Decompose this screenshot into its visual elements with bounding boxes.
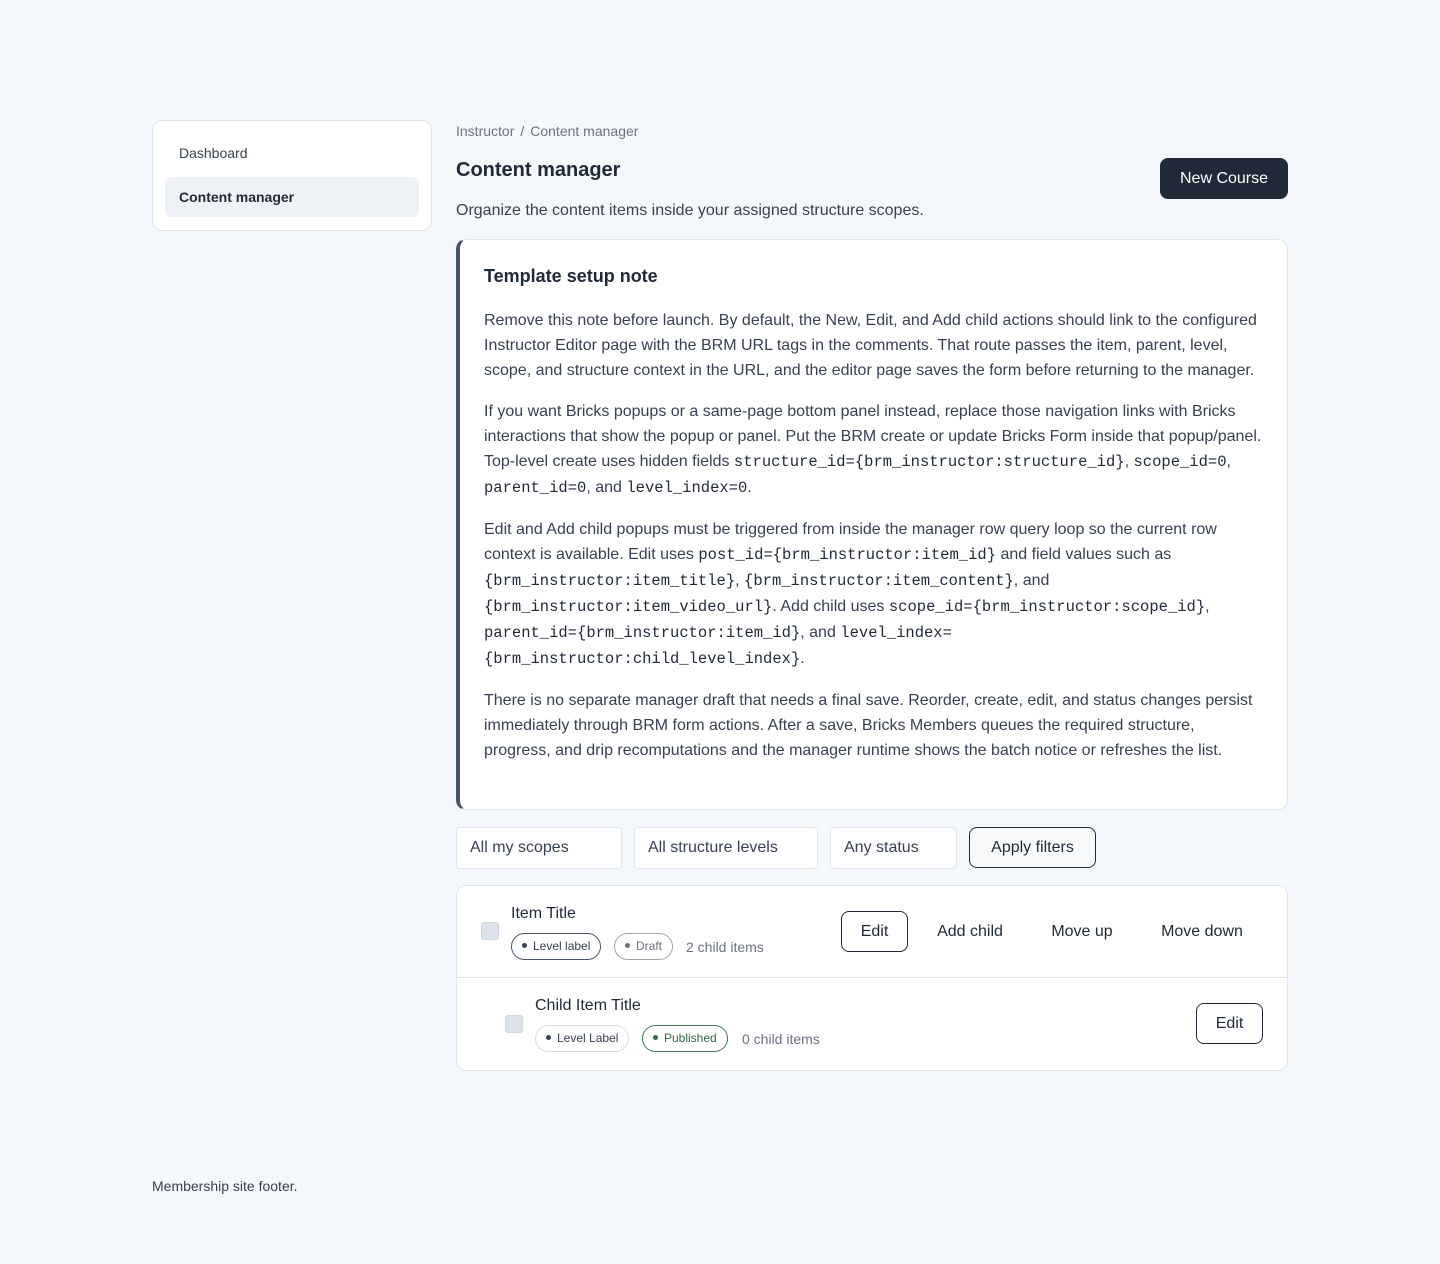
note-paragraph-3: Edit and Add child popups must be triggered from inside the manager row query loop so the current row context is available. Edit uses post_id={brm_instructor:item_id} and field values such as {brm_instructor:item_title}, {brm_instructor:item_content}, and {brm_instructor:item_video_url}. Add child uses scope_id={brm_instructor:scope_id}, parent_id={brm_instructor:item_id}, and level_index= {brm_instructor:child_level_index}. — [484, 521, 1217, 668]
sidebar-item-dashboard[interactable]: Dashboard — [179, 145, 248, 161]
add-child-button[interactable]: Add child — [925, 911, 1015, 952]
status-filter-select[interactable]: Any status — [830, 827, 957, 869]
status-badge: Draft — [614, 933, 673, 960]
breadcrumb-instructor[interactable]: Instructor — [456, 123, 515, 139]
list-item — [457, 978, 1287, 1070]
sidebar-item-content-manager[interactable]: Content manager — [165, 177, 419, 217]
child-count: 0 child items — [742, 1031, 820, 1047]
sidebar — [152, 120, 432, 231]
item-checkbox[interactable] — [505, 1015, 523, 1033]
child-count: 2 child items — [686, 939, 764, 955]
note-paragraph-1: Remove this note before launch. By default, the New, Edit, and Add child actions should link to the configured Instructor Editor page with the BRM URL tags in the comments. That route passes the item, parent, level, scope, and structure context in the URL, and the editor page saves the form before returning to the manager. — [484, 312, 1257, 379]
template-setup-note — [456, 239, 1288, 810]
site-footer: Membership site footer. — [152, 1178, 298, 1194]
edit-button[interactable]: Edit — [841, 911, 908, 952]
dot-icon — [522, 943, 527, 948]
item-checkbox[interactable] — [481, 922, 499, 940]
note-title: Template setup note — [484, 266, 658, 286]
status-badge: Published — [642, 1025, 728, 1052]
content-item-list — [456, 885, 1288, 1071]
dot-icon — [653, 1035, 658, 1040]
move-up-button[interactable]: Move up — [1039, 911, 1125, 952]
level-badge: Level label — [511, 933, 601, 960]
list-item — [457, 886, 1287, 978]
apply-filters-button[interactable]: Apply filters — [969, 827, 1096, 868]
scope-filter-select[interactable]: All my scopes — [456, 827, 622, 869]
breadcrumb-current: Content manager — [530, 123, 639, 139]
page-title: Content manager — [456, 159, 621, 181]
new-course-button[interactable]: New Course — [1160, 158, 1288, 199]
item-title: Child Item Title — [535, 997, 641, 1014]
edit-button[interactable]: Edit — [1196, 1003, 1263, 1044]
dot-icon — [625, 943, 630, 948]
breadcrumb — [456, 123, 638, 139]
note-paragraph-2: If you want Bricks popups or a same-page bottom panel instead, replace those navigation links with Bricks interactions that show the popup or panel. Put the BRM create or update Bricks Form inside that popup/panel. Top-level create uses hidden fields structure_id={brm_instructor:structure_id}, scope_id=0, parent_id=0, and level_index=0. — [484, 403, 1262, 497]
note-paragraph-4: There is no separate manager draft that needs a final save. Reorder, create, edit, and status changes persist immediately through BRM form actions. After a save, Bricks Members queues the required structure, progress, and drip recomputations and the manager runtime shows the batch notice or refreshes the list. — [484, 692, 1253, 759]
item-title: Item Title — [511, 905, 576, 922]
breadcrumb-separator: / — [520, 123, 525, 139]
move-down-button[interactable]: Move down — [1149, 911, 1255, 952]
filters-bar — [456, 827, 1288, 869]
dot-icon — [546, 1035, 551, 1040]
level-badge: Level Label — [535, 1025, 629, 1052]
page-description: Organize the content items inside your assigned structure scopes. — [456, 202, 924, 219]
level-filter-select[interactable]: All structure levels — [634, 827, 818, 869]
